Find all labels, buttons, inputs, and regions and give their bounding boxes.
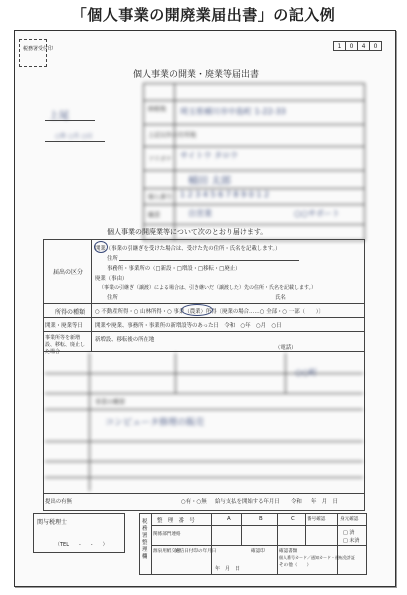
form-title: 個人事業の開業・廃業等届出書 (133, 70, 260, 80)
header-a: A (227, 516, 231, 522)
date-text: 開業や廃業、事務所・事業所の新増設等のあった日 令和 ○年 ○月 ○日 (95, 323, 282, 329)
office-change-option: 事務所・事業所の（□新設・□増設・□移転・□廃止） (107, 266, 241, 272)
mynumber-value: 1 2 3 4 5 6 7 8 9 0 1 2 (180, 190, 270, 199)
close-note: （事業の引継ぎ（譲渡）による場合は、引き継いだ（譲渡した）先の住所・氏名を記載します。） (99, 285, 317, 291)
office-change-label: 事業所等を新増設、移転、廃止した場合 (45, 335, 86, 355)
page-heading: 「個人事業の開廃業届出書」の記入例 (71, 6, 336, 24)
category-label: 届出の区分 (53, 269, 84, 276)
transfer-name-label: 氏名 (275, 295, 286, 301)
form-number-digit: 0 (345, 41, 358, 51)
income-type-label: 所得の種類 (55, 309, 86, 316)
header-dept: 関係部門連絡 (153, 532, 181, 537)
date-label: 開業・廃業等日 (45, 323, 83, 329)
form-sheet (14, 30, 396, 587)
preparer-label: 関与税理士 (37, 519, 68, 526)
option-open: 開業（事業の引継ぎを受けた場合は、受けた先の住所・氏名を記載します。） (95, 246, 281, 252)
option-close: 廃業（事由） (95, 276, 128, 282)
open-circle-mark (94, 241, 108, 253)
form-subtitle: 個人事業の開廃業等について次のとおり届けます。 (107, 228, 268, 236)
stamp-label: 税務署受付印 (23, 46, 54, 52)
office-use-vertical: 税務署整理欄 (142, 519, 148, 560)
id-doc-text: 個人番号カード／通知カード・運転免許証 (279, 555, 355, 560)
stamp-box (19, 39, 47, 67)
header-number-check: 番号確認 (307, 517, 326, 522)
yes-no-options: ○有・○無 (181, 499, 207, 505)
check-done: □ 済 (343, 530, 355, 536)
ward-value: ○○町 (295, 368, 317, 377)
preparer-tel: （TEL - - ） (55, 542, 108, 548)
income-type-options: ○ 不動産所得・○ 山林所得・○ 事業（農業）所得〔廃業の場合……○ 全部・○ 一部（ ）〕 (95, 309, 324, 315)
trade-name-value: ○○サポート (294, 209, 340, 218)
row2-date-label: 通信日付印の年月日 (175, 549, 217, 554)
address-value: 埼玉県桶川市中島町 1-22-33 (180, 107, 286, 116)
business-desc-value: コンピュータ修理の販売 (105, 418, 205, 428)
name-value: 桶田 太郎 (188, 176, 232, 187)
header-c: C (291, 516, 295, 522)
row2-doc-label: 確認書類 (279, 549, 298, 554)
form-number-digit: 0 (369, 41, 382, 51)
date-value: ○年 ○月 ○日 (55, 133, 93, 140)
reiwa-label: 令和 (291, 499, 302, 505)
start-ymd-label: 年 月 日 (311, 499, 338, 505)
phone-label: （電話） (275, 345, 297, 351)
other-text: その他（ ） (279, 563, 312, 568)
header-serial: 整 理 番 号 (157, 518, 195, 524)
tax-office-value: 上尾 (49, 111, 69, 122)
row2-issue-label: 源泉用紙交付 (153, 549, 181, 554)
address-label: 住所 (107, 256, 118, 262)
blurred-detail-section: 事業の概要 コンピュータ修理の販売 ○○町 (45, 353, 365, 493)
occupation-value: 自営業 (188, 209, 212, 218)
header-id-check: 身元確認 (340, 517, 359, 522)
applicant-table: 納税地 上記以外の住所地 フリガナ 個人番号 職業 埼玉県桶川市中島町 1-22-33 サイトウ タロウ 桶田 太郎 1 2 3 4 5 6 7 8 9 0 1 2 自営業 ○○サポート (143, 83, 365, 241)
ymd-text: 年 月 日 (215, 566, 241, 572)
header-b: B (259, 516, 263, 522)
aux-bottom-label: 提出の有無 (45, 499, 72, 505)
office-change-text: 新増設、移転後の所在地 (95, 337, 155, 343)
form-number-digit: 1 (333, 41, 346, 51)
check-not-done: □ 未済 (343, 538, 360, 544)
row2-stamp-label: 確認印 (251, 549, 265, 554)
business-circle-mark (181, 304, 213, 316)
start-date-label: 給与支払を開始する年月日 (215, 499, 280, 505)
transfer-address-label: 住所 (107, 295, 118, 301)
furigana-value: サイトウ タロウ (180, 151, 238, 160)
form-number-digit: 4 (357, 41, 370, 51)
